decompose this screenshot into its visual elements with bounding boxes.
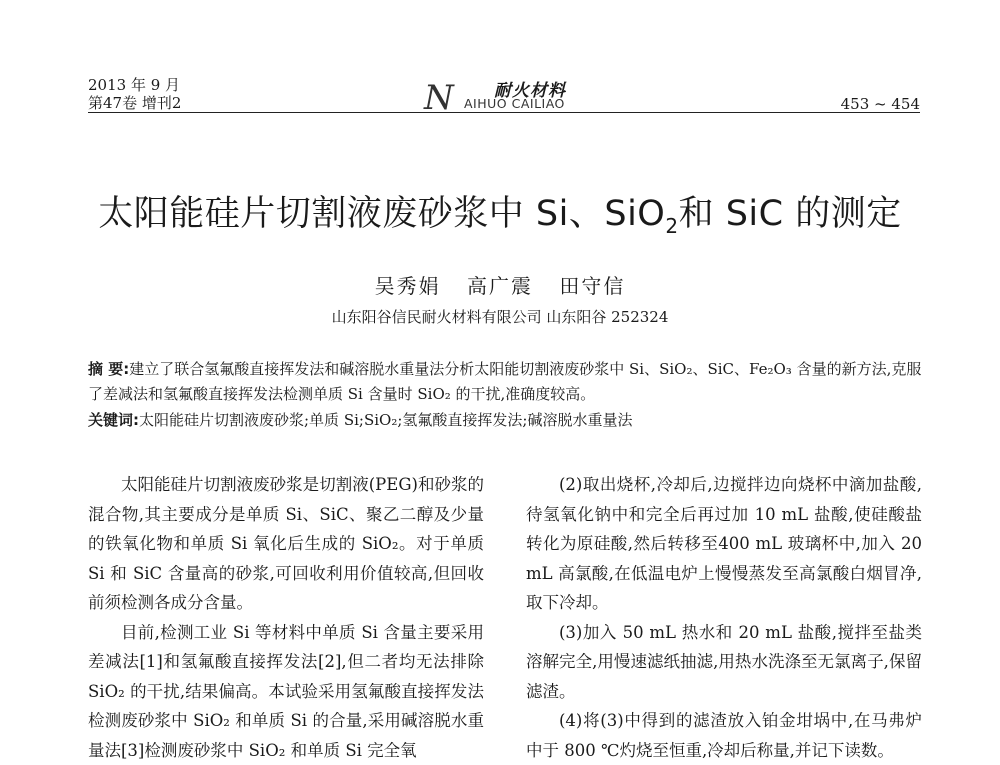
affiliation: 山东阳谷信民耐火材料有限公司 山东阳谷 252324 <box>0 306 1000 327</box>
journal-logo <box>422 76 592 116</box>
journal-name-cn: 耐火材料 <box>494 76 566 101</box>
body-paragraph: 目前,检测工业 Si 等材料中单质 Si 含量主要采用差减法[1]和氢氟酸直接挥发法[2],但二者均无法排除 SiO₂ 的干扰,结果偏高。本试验采用氢氟酸直接挥发法检测废砂浆中 SiO₂ 和单质 Si 的合量,采用碱溶脱水重量法[3]检测废砂浆中 SiO₂ 和单质 Si 完全氧 <box>88 618 484 765</box>
body-paragraph: (3)加入 50 mL 热水和 20 mL 盐酸,搅拌至盐类溶解完全,用慢速滤纸抽滤,用热水洗涤至无氯离子,保留滤渣。 <box>526 618 922 707</box>
page-range: 453 ~ 454 <box>841 95 920 113</box>
title-tail: 和 SiC 的测定 <box>679 194 902 234</box>
issue-date: 2013 年 9 月 <box>88 76 180 94</box>
body-paragraph: (2)取出烧杯,冷却后,边搅拌边向烧杯中滴加盐酸,待氢氧化钠中和完全后再过加 10 mL 盐酸,使硅酸盐转化为原硅酸,然后转移至400 mL 玻璃杯中,加入 20 mL 高氯酸,在低温电炉上慢慢蒸发至高氯酸白烟冒净,取下冷却。 <box>526 470 922 618</box>
body-paragraph: 太阳能硅片切割液废砂浆是切割液(PEG)和砂浆的混合物,其主要成分是单质 Si、SiC、聚乙二醇及少量的铁氧化物和单质 Si 氧化后生成的 SiO₂。对于单质 Si 和 SiC 含量高的砂浆,可回收利用价值较高,但回收前须检测各成分含量。 <box>88 470 484 618</box>
title-main: 太阳能硅片切割液废砂浆中 Si、SiO <box>98 194 665 234</box>
body-paragraph: (4)将(3)中得到的滤渣放入铂金坩埚中,在马弗炉中于 800 ℃灼烧至恒重,冷却后称量,并记下读数。 <box>526 706 922 765</box>
abstract-label: 摘 要: <box>88 360 129 378</box>
paper-title <box>0 186 1000 238</box>
journal-initial: N <box>424 78 454 118</box>
journal-name-en: AIHUO CAILIAO <box>464 96 565 111</box>
abstract-text: 建立了联合氢氟酸直接挥发法和碱溶脱水重量法分析太阳能切割液废砂浆中 Si、SiO₂、SiC、Fe₂O₃ 含量的新方法,克服了差减法和氢氟酸直接挥发法检测单质 Si 含量时 SiO₂ 的干扰,准确度较高。 <box>88 360 921 403</box>
body-right-column <box>526 470 922 765</box>
authors: 吴秀娟 高广震 田守信 <box>0 270 1000 299</box>
keywords-text: 太阳能硅片切割液废砂浆;单质 Si;SiO₂;氢氟酸直接挥发法;碱溶脱水重量法 <box>139 411 632 429</box>
keywords <box>88 408 922 433</box>
body-left-column <box>88 470 484 765</box>
title-subscript: 2 <box>665 214 678 238</box>
issue-volume: 第47卷 增刊2 <box>88 94 181 112</box>
abstract <box>88 357 922 407</box>
header-divider <box>88 112 920 113</box>
keywords-label: 关键词: <box>88 411 139 429</box>
